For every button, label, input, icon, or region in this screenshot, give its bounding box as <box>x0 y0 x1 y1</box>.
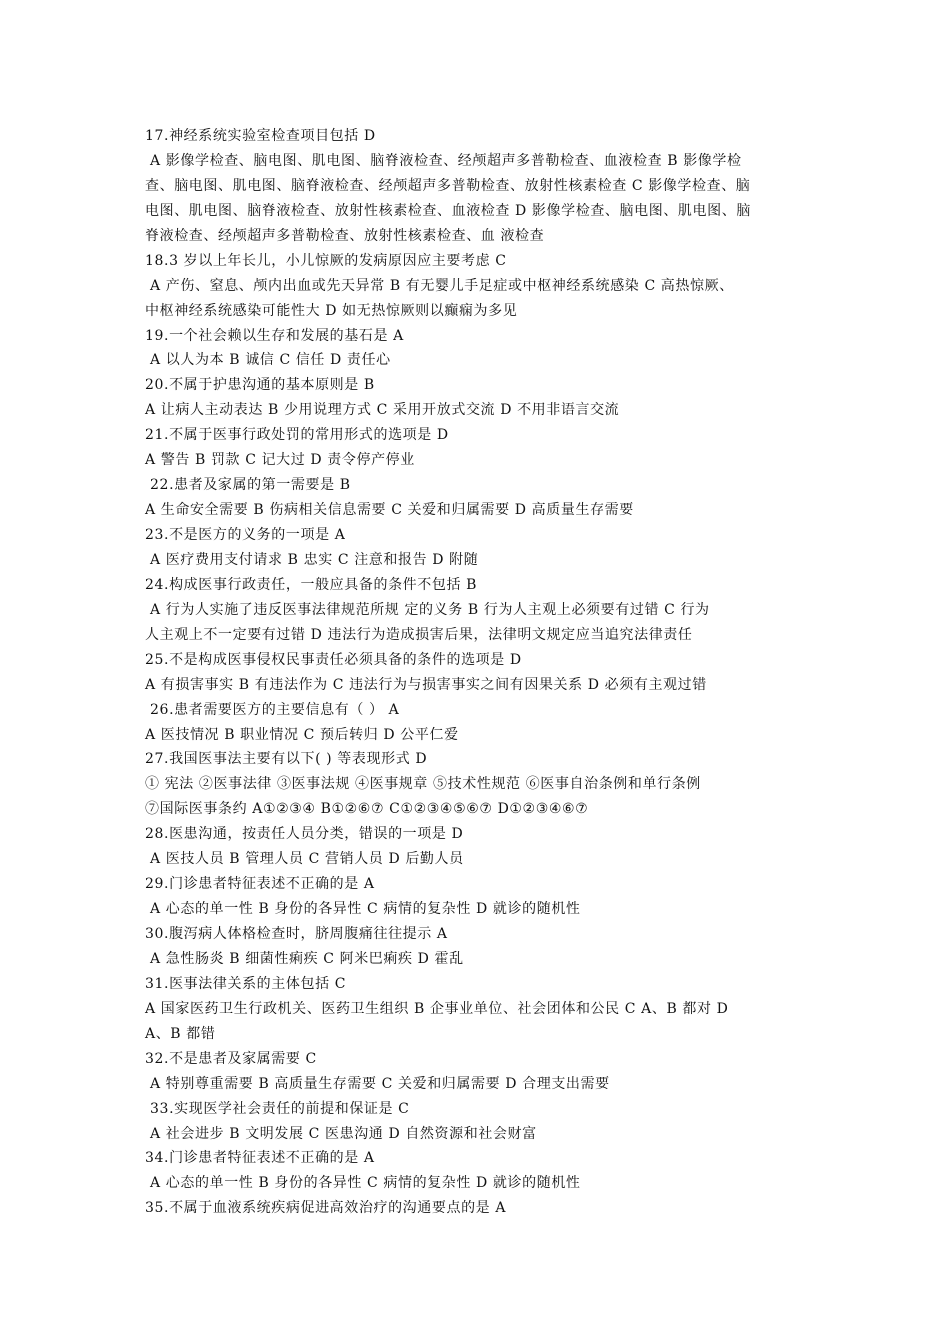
text-line: 中枢神经系统感染可能性大 D 如无热惊厥则以癫痫为多见 <box>145 302 518 319</box>
text-line: A 让病人主动表达 B 少用说理方式 C 采用开放式交流 D 不用非语言交流 <box>145 402 620 419</box>
text-line: 24.构成医事行政责任，一般应具备的条件不包括 B <box>145 576 478 593</box>
text-line: 35.不属于血液系统疾病促进高效治疗的沟通要点的是 A <box>145 1200 507 1217</box>
text-line: A 行为人实施了违反医事法律规范所规 定的义务 B 行为人主观上必须要有过错 C 行为 <box>145 601 710 618</box>
text-line: A 以人为本 B 诚信 C 信任 D 责任心 <box>145 352 391 369</box>
text-line: 人主观上不一定要有过错 D 违法行为造成损害后果，法律明文规定应当追究法律责任 <box>145 626 693 643</box>
text-line: A 影像学检查、脑电图、肌电图、脑脊液检查、经颅超声多普勒检查、血液检查 B 影像学检 <box>145 152 742 169</box>
text-line: A 有损害事实 B 有违法作为 C 违法行为与损害事实之间有因果关系 D 必须有主观过错 <box>145 676 707 693</box>
text-line: 17.神经系统实验室检查项目包括 D <box>145 128 376 144</box>
text-line: 32.不是患者及家属需要 C <box>145 1050 317 1067</box>
text-line: 26.患者需要医方的主要信息有（ ） A <box>145 701 400 718</box>
text-line: 25.不是构成医事侵权民事责任必须具备的条件的选项是 D <box>145 651 522 668</box>
text-line: ① 宪法 ②医事法律 ③医事法规 ④医事规章 ⑤技术性规范 ⑥医事自治条例和单行条例 <box>145 776 701 793</box>
text-line: 20.不属于护患沟通的基本原则是 B <box>145 377 375 394</box>
text-line: A 特别尊重需要 B 高质量生存需要 C 关爱和归属需要 D 合理支出需要 <box>145 1075 610 1092</box>
text-line: 脊液检查、经颅超声多普勒检查、放射性核素检查、血 液检查 <box>145 227 545 244</box>
text-line: A 警告 B 罚款 C 记大过 D 责令停产停业 <box>145 452 415 469</box>
text-line: 23.不是医方的义务的一项是 A <box>145 527 346 543</box>
text-line: 19.一个社会赖以生存和发展的基石是 A <box>145 327 404 344</box>
text-line: 30.腹泻病人体格检查时，脐周腹痛往往提示 A <box>145 926 448 942</box>
text-line: A 医技情况 B 职业情况 C 预后转归 D 公平仁爱 <box>145 726 459 743</box>
text-line: 查、脑电图、肌电图、脑脊液检查、经颅超声多普勒检查、放射性核素检查 C 影像学检查、脑 <box>145 177 751 194</box>
text-line: 18.3 岁以上年长儿，小儿惊厥的发病原因应主要考虑 C <box>145 252 507 269</box>
text-line: 21.不属于医事行政处罚的常用形式的选项是 D <box>145 427 449 444</box>
text-line: A 心态的单一性 B 身份的各异性 C 病情的复杂性 D 就诊的随机性 <box>145 901 581 918</box>
text-line: 电图、肌电图、脑脊液检查、放射性核素检查、血液检查 D 影像学检查、脑电图、肌电图、脑 <box>145 202 751 219</box>
text-line: 29.门诊患者特征表述不正确的是 A <box>145 876 375 893</box>
text-line: A 医技人员 B 管理人员 C 营销人员 D 后勤人员 <box>145 851 464 868</box>
text-line: A 社会进步 B 文明发展 C 医患沟通 D 自然资源和社会财富 <box>145 1125 537 1142</box>
text-line: 22.患者及家属的第一需要是 B <box>145 477 351 494</box>
text-line: A 医疗费用支付请求 B 忠实 C 注意和报告 D 附随 <box>145 551 479 568</box>
text-line: 27.我国医事法主要有以下( ) 等表现形式 D <box>145 751 428 768</box>
text-line: A 国家医药卫生行政机关、医药卫生组织 B 企事业单位、社会团体和公民 C A、B 都对 D <box>145 1000 729 1017</box>
text-line: 31.医事法律关系的主体包括 C <box>145 975 347 992</box>
text-line: ⑦国际医事条约 A①②③④ B①②⑥⑦ C①②③④⑤⑥⑦ D①②③④⑥⑦ <box>145 801 589 818</box>
text-line: A 产伤、窒息、颅内出血或先天异常 B 有无婴儿手足症或中枢神经系统感染 C 高热惊厥、 <box>145 277 734 294</box>
text-line: 34.门诊患者特征表述不正确的是 A <box>145 1150 375 1167</box>
text-line: A 心态的单一性 B 身份的各异性 C 病情的复杂性 D 就诊的随机性 <box>145 1175 581 1192</box>
text-line: A、B 都错 <box>145 1025 216 1042</box>
document-body <box>145 124 810 1221</box>
text-line: 28.医患沟通，按责任人员分类，错误的一项是 D <box>145 826 464 843</box>
text-line: A 急性肠炎 B 细菌性痢疾 C 阿米巴痢疾 D 霍乱 <box>145 950 464 967</box>
text-line: 33.实现医学社会责任的前提和保证是 C <box>145 1100 410 1117</box>
text-line: A 生命安全需要 B 伤病相关信息需要 C 关爱和归属需要 D 高质量生存需要 <box>145 502 634 519</box>
